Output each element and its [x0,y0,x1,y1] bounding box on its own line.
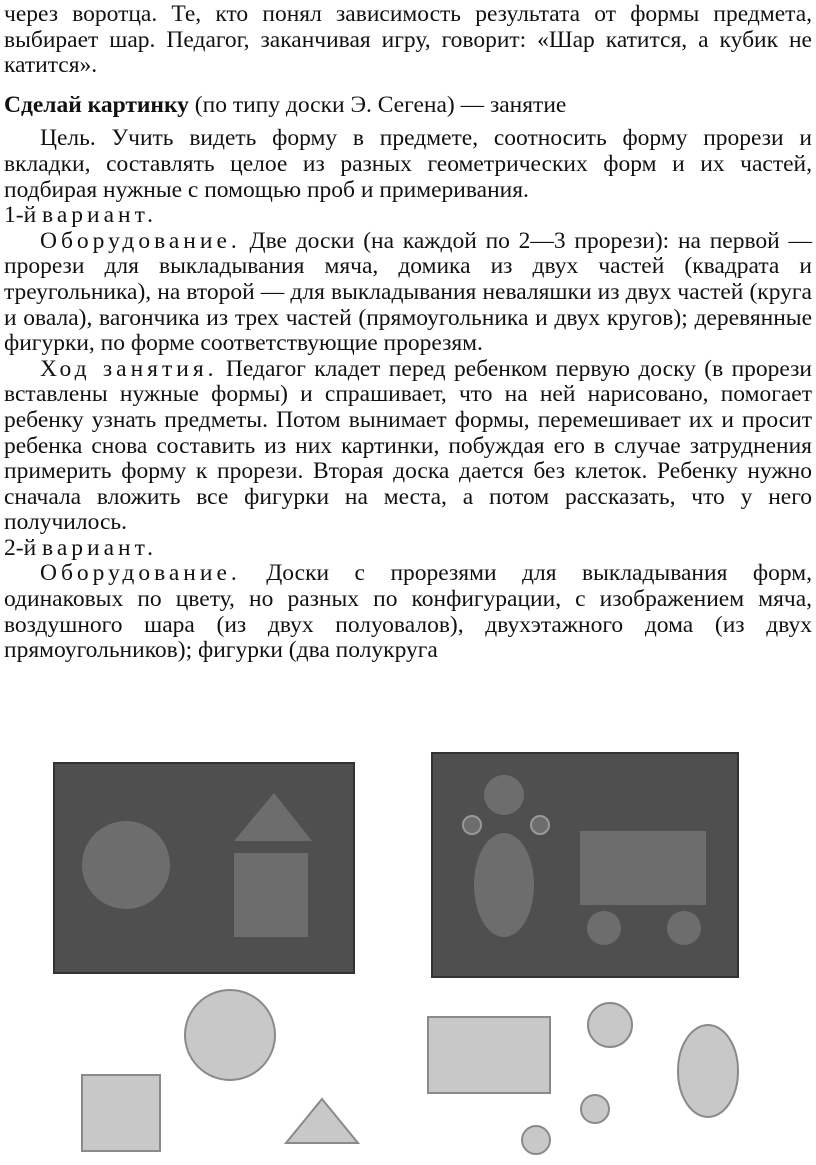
piece-square [82,1075,160,1151]
board-1-ball-slot [82,821,170,909]
equipment-1-text: Две доски (на каждой по 2—3 прорези): на первой — прорези для выкладывания мяча, домика из двух частей (квадрата и треугольника), на второй — для выкладывания неваляшки из двух частей (круга и овала), вагончика из трех частей (прямоугольника и двух кругов); деревянные фигурки, по форме соответствующие прорезям. [4,227,812,357]
course-text: Педагог кладет перед ребенком первую доску (в прорези вставлены нужные формы) и спрашивает, что на ней нарисовано, помогает ребенку узнать предметы. Потом вынимает формы, перемешивает их и просит ребенка снова составить из них картинки, побуждая его в случае затруднения примерить форму к прорези. Вторая доска дается без клеток. Ребенку нужно сначала вложить все фигурки на места, а потом рассказать, что у него получилось. [4,355,812,536]
section-heading-rest: (по типу доски Э. Сегена) — занятие [188,91,567,118]
piece-triangle [286,1099,358,1143]
board-2-wheel-right-slot [667,911,701,945]
loose-pieces [82,990,738,1154]
equipment-1-label: Оборудование. [40,227,241,254]
paragraph-intro: через воротца. Те, кто понял зависимость результата от формы предмета, выбирает шар. Педагог, заканчивая игру, говорит: «Шар катится, а кубик не катится». [4,1,812,79]
board-2-head-slot [484,775,524,815]
piece-rectangle [428,1017,550,1093]
variant-1-heading [4,203,812,229]
text-column [4,2,812,664]
piece-circle-small [522,1126,550,1154]
course-label: Ход занятия. [40,355,218,382]
paragraph-course [4,357,812,536]
variant-1-number: 1-й [4,202,43,229]
equipment-2-text: Доски с прорезями для выкладывания форм, одинаковых по цвету, но разных по конфигурации, с изображением мяча, воздушного шара (из двух полуовалов), двухэтажного дома (из двух прямоугольников); фигурки (два полукруга [4,560,812,664]
section-heading-bold: Сделай картинку [4,91,189,118]
board-1 [54,763,354,973]
piece-circle-medium [581,1095,609,1123]
board-2-hand-right-slot [531,816,549,834]
variant-1-word: вариант. [42,202,157,229]
variant-2-number: 2-й [4,534,43,561]
board-2 [432,753,738,977]
paragraph-equipment-1 [4,229,812,357]
illustration-svg [40,735,760,1165]
piece-ball [185,990,275,1080]
board-2-body-slot [474,833,534,937]
board-2-hand-left-slot [463,816,481,834]
piece-circle-large [588,1003,632,1047]
paragraph-goal: Цель. Учить видеть форму в предмете, соотносить форму прорези и вкладки, составлять целое из разных геометрических форм и их частей, подбирая нужные с помощью проб и примеривания. [4,125,812,203]
section-heading [4,93,812,119]
board-2-wheel-left-slot [587,911,621,945]
variant-2-word: вариант. [42,534,157,561]
equipment-2-label: Оборудование. [40,560,241,587]
piece-oval [678,1025,738,1117]
paragraph-equipment-2 [4,561,812,663]
illustration-boards [40,735,760,1165]
board-1-house-slot [234,853,308,937]
board-2-wagon-slot [580,831,706,905]
variant-2-heading [4,536,812,562]
